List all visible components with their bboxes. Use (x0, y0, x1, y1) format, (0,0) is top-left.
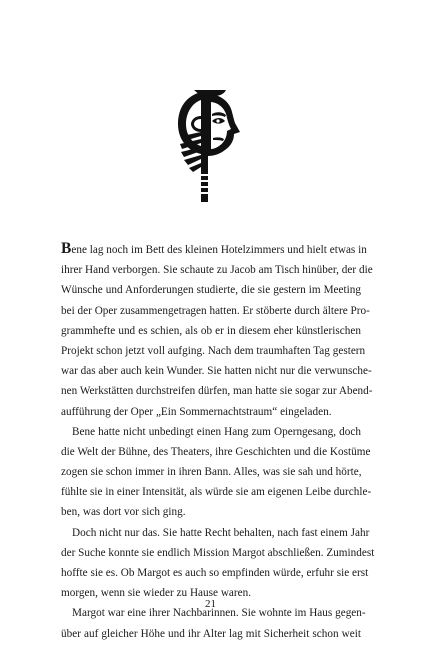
page-number: 21 (205, 598, 216, 610)
text-line: Margot war eine ihrer Nachbarinnen. Sie wohnte im Haus gegen- (72, 607, 366, 620)
text-line: aufführung der Oper „Ein Sommernachtstraum“ eingeladen. (61, 405, 332, 418)
text-line: nen Werkstätten durchstreifen dürfen, man hatte sie sogar zur Abend- (61, 385, 373, 398)
text-line: grammhefte und es schien, als ob er in diesem eher künstlerischen (61, 324, 361, 337)
text-line: der Suche konnte sie endlich Mission Margot abschließen. Zumindest (61, 546, 375, 559)
text-line: Bene hatte nicht unbedingt einen Hang zum Operngesang, doch (72, 425, 361, 438)
text-line: morgen, wenn sie wieder zu Hause waren. (61, 587, 252, 600)
text-line: Wünsche und Anforderungen studierte, die sie gestern im Meeting (61, 284, 361, 297)
text-line: ihrer Hand verborgen. Sie schaute zu Jacob am Tisch hinüber, der die (61, 264, 373, 277)
text-line: zogen sie schon immer in ihren Bann. Alles, was sie sah und hörte, (61, 466, 362, 479)
half-mask-face-icon (168, 88, 244, 206)
text-line: hoffte sie es. Ob Margot es auch so empfinden würde, erfuhr sie erst (61, 567, 369, 579)
text-line: Doch nicht nur das. Sie hatte Recht behalten, nach fast einem Jahr (72, 526, 370, 539)
body-text (61, 240, 375, 644)
text-line: fühlte sie in einer Intensität, als würde sie am eigenen Leibe durchle- (61, 486, 372, 499)
text-line: war das aber auch kein Wunder. Sie hatten nicht nur die verwunsche- (61, 365, 372, 378)
drop-cap: B (61, 240, 72, 257)
text-line: bei der Oper zusammengetragen hatten. Er stöberte durch ältere Pro- (61, 304, 370, 317)
text-line: Bene lag noch im Bett des kleinen Hotelzimmers und hielt etwas in (61, 240, 367, 257)
text-line: Projekt schon jetzt voll aufging. Nach dem traumhaften Tag gestern (61, 344, 366, 357)
text-line: über auf gleicher Höhe und ihr Alter lag mit Sicherheit schon weit (61, 627, 361, 640)
text-line: die Welt der Bühne, des Theaters, ihre Geschichten und die Kostüme (61, 445, 371, 458)
text-line: ben, was dort vor sich ging. (61, 506, 186, 519)
